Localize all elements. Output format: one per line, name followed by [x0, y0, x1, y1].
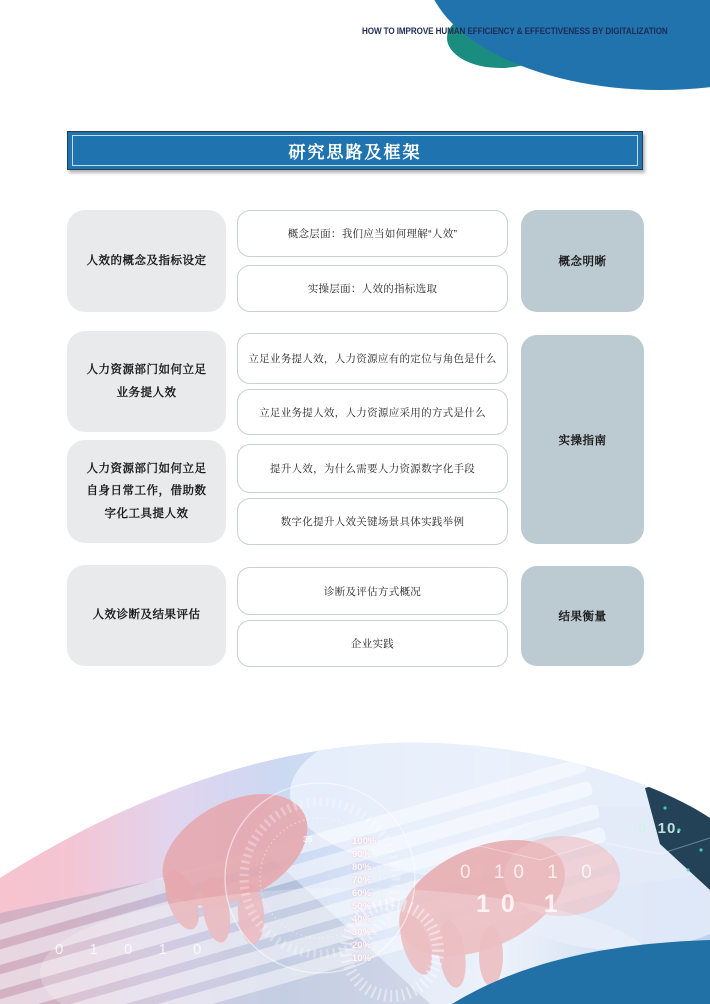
binary-digits-bottom: 0 1 0 1 0 [55, 941, 213, 958]
framework-mid-box-5: 提升人效，为什么需要人力资源数字化手段 [237, 444, 508, 493]
framework-mid-box-7: 诊断及评估方式概况 [237, 567, 508, 615]
framework-mid-box-3: 立足业务提人效，人力资源应有的定位与角色是什么 [237, 333, 508, 384]
framework-left-box-3: 人力资源部门如何立足自身日常工作，借助数字化工具提人效 [67, 440, 226, 543]
framework-left-box-1: 人效的概念及指标设定 [67, 210, 226, 312]
percent-tick: 10% [352, 953, 372, 964]
binary-digits-large: 10 1 [476, 890, 569, 918]
percent-tick: 40% [352, 914, 372, 925]
percent-tick: 60% [352, 888, 372, 899]
percent-tick: 80% [352, 862, 372, 873]
framework-mid-box-6: 数字化提升人效关键场景具体实践举例 [237, 498, 508, 545]
page-title: 研究思路及框架 [288, 143, 422, 162]
framework-mid-box-4: 立足业务提人效，人力资源应采用的方式是什么 [237, 389, 508, 435]
percent-tick: 20% [352, 940, 372, 951]
percent-tick: 50% [352, 901, 372, 912]
framework-mid-box-1: 概念层面：我们应当如何理解“人效” [237, 210, 508, 257]
gauge-value-label: 35 [303, 834, 313, 844]
percent-tick: 90% [352, 849, 372, 860]
percent-tick: 100% [352, 836, 377, 847]
framework-left-box-2: 人力资源部门如何立足业务提人效 [67, 331, 226, 432]
framework-right-box-practice: 实操指南 [521, 335, 644, 544]
percent-tick: 30% [352, 927, 372, 938]
header-slogan: HOW TO IMPROVE HUMAN EFFICIENCY & EFFECTIVENESS BY DIGITALIZATION [362, 26, 668, 36]
binary-digits-row: 0 10 1 0 [460, 862, 601, 883]
digits-right-edge: 0 .10. [638, 820, 682, 837]
framework-right-box-result: 结果衡量 [521, 566, 644, 666]
framework-left-box-4: 人效诊断及结果评估 [67, 565, 226, 666]
framework-mid-box-2: 实操层面：人效的指标选取 [237, 265, 508, 312]
title-banner [67, 131, 643, 170]
framework-right-box-concept: 概念明晰 [521, 210, 644, 312]
framework-mid-box-8: 企业实践 [237, 620, 508, 667]
keyboard-typing-photo [0, 738, 710, 1004]
percent-tick: 70% [352, 875, 372, 886]
